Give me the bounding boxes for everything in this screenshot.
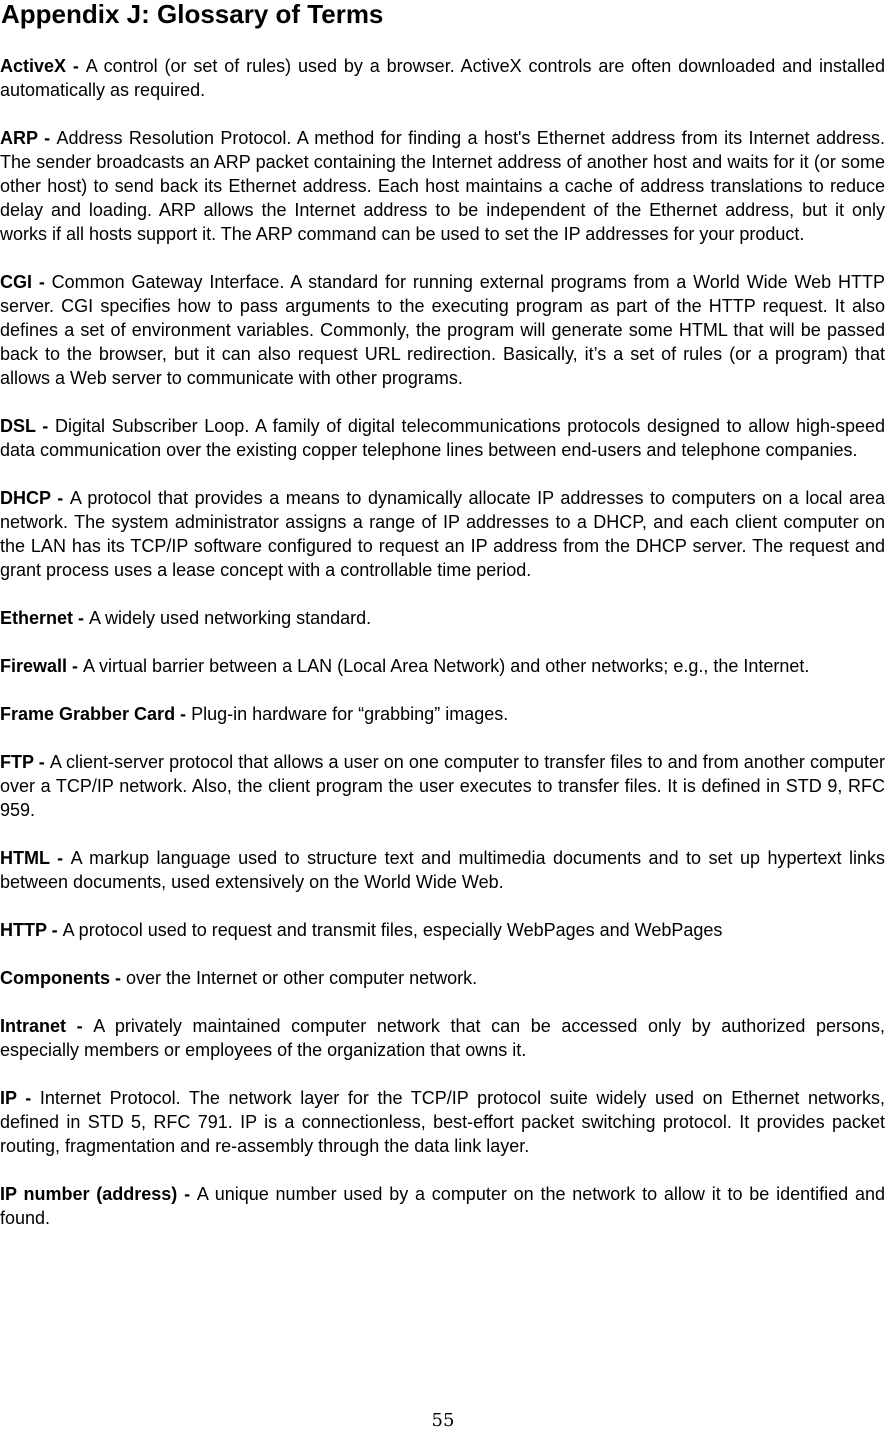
glossary-list — [0, 54, 885, 1254]
glossary-term: HTML - — [0, 848, 71, 868]
glossary-definition: A client-server protocol that allows a user on one computer to transfer files to and from another computer over a TCP/IP network. Also, the client program the user executes to transfer files. It is defined in STD 9, RFC 959. — [0, 752, 885, 820]
glossary-definition: A virtual barrier between a LAN (Local Area Network) and other networks; e.g., the Internet. — [83, 656, 810, 676]
glossary-definition: A unique number used by a computer on the network to allow it to be identified and found. — [0, 1184, 885, 1228]
glossary-definition: Address Resolution Protocol. A method for finding a host's Ethernet address from its Internet address. The sender broadcasts an ARP packet containing the Internet address of another host and waits for it (or some other host) to send back its Ethernet address. Each host maintains a cache of address translations to reduce delay and loading. ARP allows the Internet address to be independent of the Ethernet address, but it only works if all hosts support it. The ARP command can be used to set the IP addresses for your product. — [0, 128, 885, 244]
glossary-term: IP - — [0, 1088, 40, 1108]
glossary-term: DHCP - — [0, 488, 70, 508]
glossary-entry-dhcp — [0, 486, 885, 582]
glossary-entry-firewall — [0, 654, 885, 678]
glossary-term: ARP - — [0, 128, 57, 148]
glossary-definition: Internet Protocol. The network layer for the TCP/IP protocol suite widely used on Ethernet networks, defined in STD 5, RFC 791. IP is a connectionless, best-effort packet switching protocol. It provides packet routing, fragmentation and re-assembly through the data link layer. — [0, 1088, 885, 1156]
glossary-term: Intranet - — [0, 1016, 94, 1036]
glossary-entry-activex — [0, 54, 885, 102]
glossary-definition: Digital Subscriber Loop. A family of digital telecommunications protocols designed to allow high-speed data communication over the existing copper telephone lines between end-users and telephone companies. — [0, 416, 886, 460]
glossary-entry-arp — [0, 126, 885, 246]
glossary-definition: A widely used networking standard. — [89, 608, 372, 628]
glossary-entry-ip — [0, 1086, 885, 1158]
glossary-term: Frame Grabber Card - — [0, 704, 192, 724]
glossary-definition: A protocol used to request and transmit files, especially WebPages and WebPages — [62, 920, 723, 940]
glossary-term: CGI - — [0, 272, 52, 292]
glossary-entry-components — [0, 966, 885, 990]
page-number: 55 — [431, 1410, 455, 1431]
glossary-term: Firewall - — [0, 656, 84, 676]
glossary-definition: A protocol that provides a means to dynamically allocate IP addresses to computers on a local area network. The system administrator assigns a range of IP addresses to a DHCP, and each client computer on the LAN has its TCP/IP software configured to request an IP address from the DHCP server. The request and grant process uses a lease concept with a controllable time period. — [0, 488, 885, 580]
glossary-term: IP number (address) - — [0, 1184, 197, 1204]
glossary-entry-cgi — [0, 270, 885, 390]
glossary-entry-ftp — [0, 750, 885, 822]
glossary-definition: A control (or set of rules) used by a browser. ActiveX controls are often downloaded and installed automatically as required. — [0, 56, 886, 100]
glossary-term: HTTP - — [0, 920, 63, 940]
glossary-entry-ip-number — [0, 1182, 885, 1230]
glossary-entry-html — [0, 846, 885, 894]
glossary-entry-frame-grabber-card — [0, 702, 885, 726]
glossary-term: DSL - — [0, 416, 55, 436]
glossary-term: Components - — [0, 968, 126, 988]
page-title: Appendix J: Glossary of Terms — [1, 0, 384, 29]
glossary-term: ActiveX - — [0, 56, 86, 76]
glossary-entry-http — [0, 918, 885, 942]
glossary-definition: A privately maintained computer network that can be accessed only by authorized persons, especially members or employees of the organization that owns it. — [0, 1016, 885, 1060]
glossary-definition: Plug-in hardware for “grabbing” images. — [191, 704, 509, 724]
glossary-term: FTP - — [0, 752, 50, 772]
glossary-definition: A markup language used to structure text and multimedia documents and to set up hypertext links between documents, used extensively on the World Wide Web. — [0, 848, 886, 892]
glossary-definition: over the Internet or other computer network. — [126, 968, 478, 988]
glossary-entry-intranet — [0, 1014, 885, 1062]
glossary-entry-dsl — [0, 414, 885, 462]
glossary-entry-ethernet — [0, 606, 885, 630]
glossary-term: Ethernet - — [0, 608, 90, 628]
glossary-definition: Common Gateway Interface. A standard for running external programs from a World Wide Web HTTP server. CGI specifies how to pass arguments to the executing program as part of the HTTP request. It also defines a set of environment variables. Commonly, the program will generate some HTML that will be passed back to the browser, but it can also request URL redirection. Basically, it’s a set of rules (or a program) that allows a Web server to communicate with other programs. — [0, 272, 886, 388]
